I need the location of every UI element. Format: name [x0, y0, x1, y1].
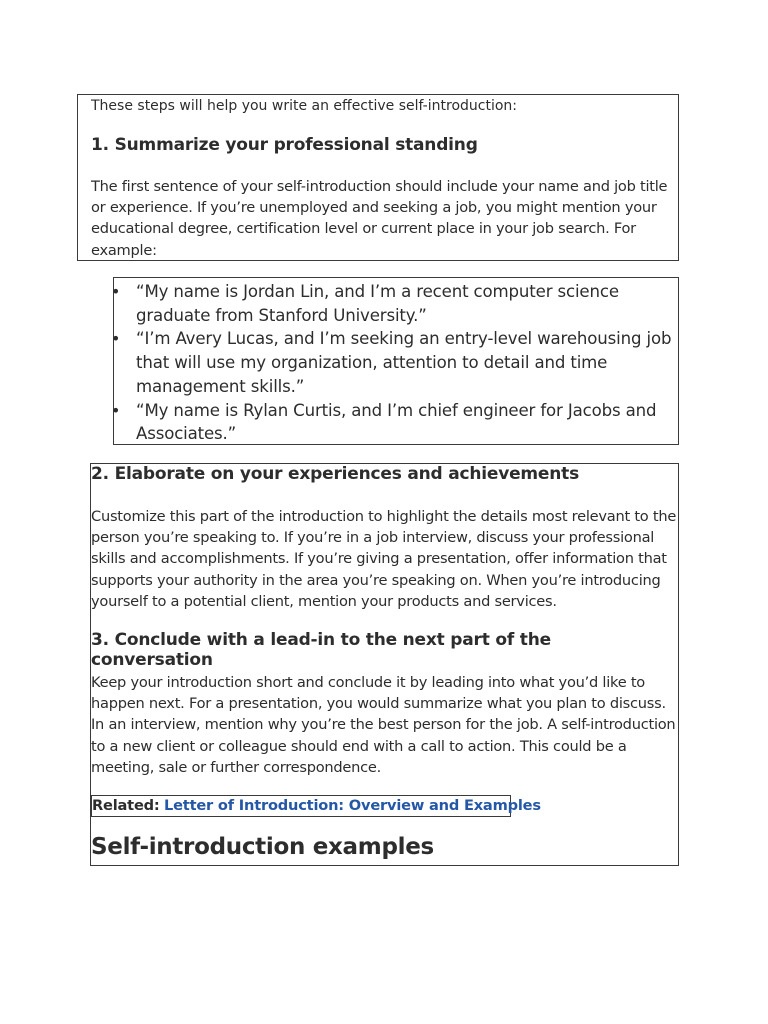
bullet-icon: •: [111, 329, 121, 349]
example-text: “I’m Avery Lucas, and I’m seeking an entry-level warehousing job that will use my organization, attention to detail and time management skills.”: [136, 329, 672, 396]
list-item: [111, 280, 680, 327]
step3-body: Keep your introduction short and conclude it by leading into what you’d like to happen next. For a presentation, you would summarize what you plan to discuss. In an interview, mention why you’re the best person for the job. A self-introduction to a new client or colleague should end with a call to action. This could be a meeting, sale or further correspondence.: [91, 674, 676, 776]
related-link-box: [91, 795, 541, 817]
step3-heading: 3. Conclude with a lead-in to the next part of the conversation: [91, 630, 551, 670]
step1-heading: 1. Summarize your professional standing: [91, 135, 478, 155]
section-title: Self-introduction examples: [91, 834, 434, 860]
list-item: [111, 327, 680, 398]
bullet-icon: •: [111, 282, 121, 301]
example-text: “My name is Rylan Curtis, and I’m chief engineer for Jacobs and Associates.”: [136, 400, 657, 444]
bullet-icon: •: [111, 400, 121, 420]
related-label: Related:: [92, 797, 160, 814]
step2-body: Customize this part of the introduction to highlight the details most relevant to the person you’re speaking to. If you’re in a job interview, discuss your professional skills and accomplishments. If you’re giving a presentation, offer information that supports your authority in the area you’re speaking on. When you’re introducing yourself to a potential client, mention your products and services.: [91, 508, 677, 610]
intro-text: These steps will help you write an effective self-introduction:: [91, 98, 517, 114]
example-text: “My name is Jordan Lin, and I’m a recent computer science graduate from Stanford University.”: [136, 282, 619, 325]
examples-list: [111, 280, 680, 446]
list-item: [111, 399, 680, 446]
related-link[interactable]: Letter of Introduction: Overview and Examples: [164, 797, 541, 814]
examples-list-box: [113, 277, 679, 445]
step1-section: [77, 94, 679, 261]
step2-heading: 2. Elaborate on your experiences and achievements: [91, 464, 580, 484]
step1-body: The first sentence of your self-introduction should include your name and job title or experience. If you’re unemployed and seeking a job, you might mention your educational degree, certification level or current place in your job search. For example:: [91, 178, 668, 259]
steps-2-3-section: [90, 463, 679, 866]
